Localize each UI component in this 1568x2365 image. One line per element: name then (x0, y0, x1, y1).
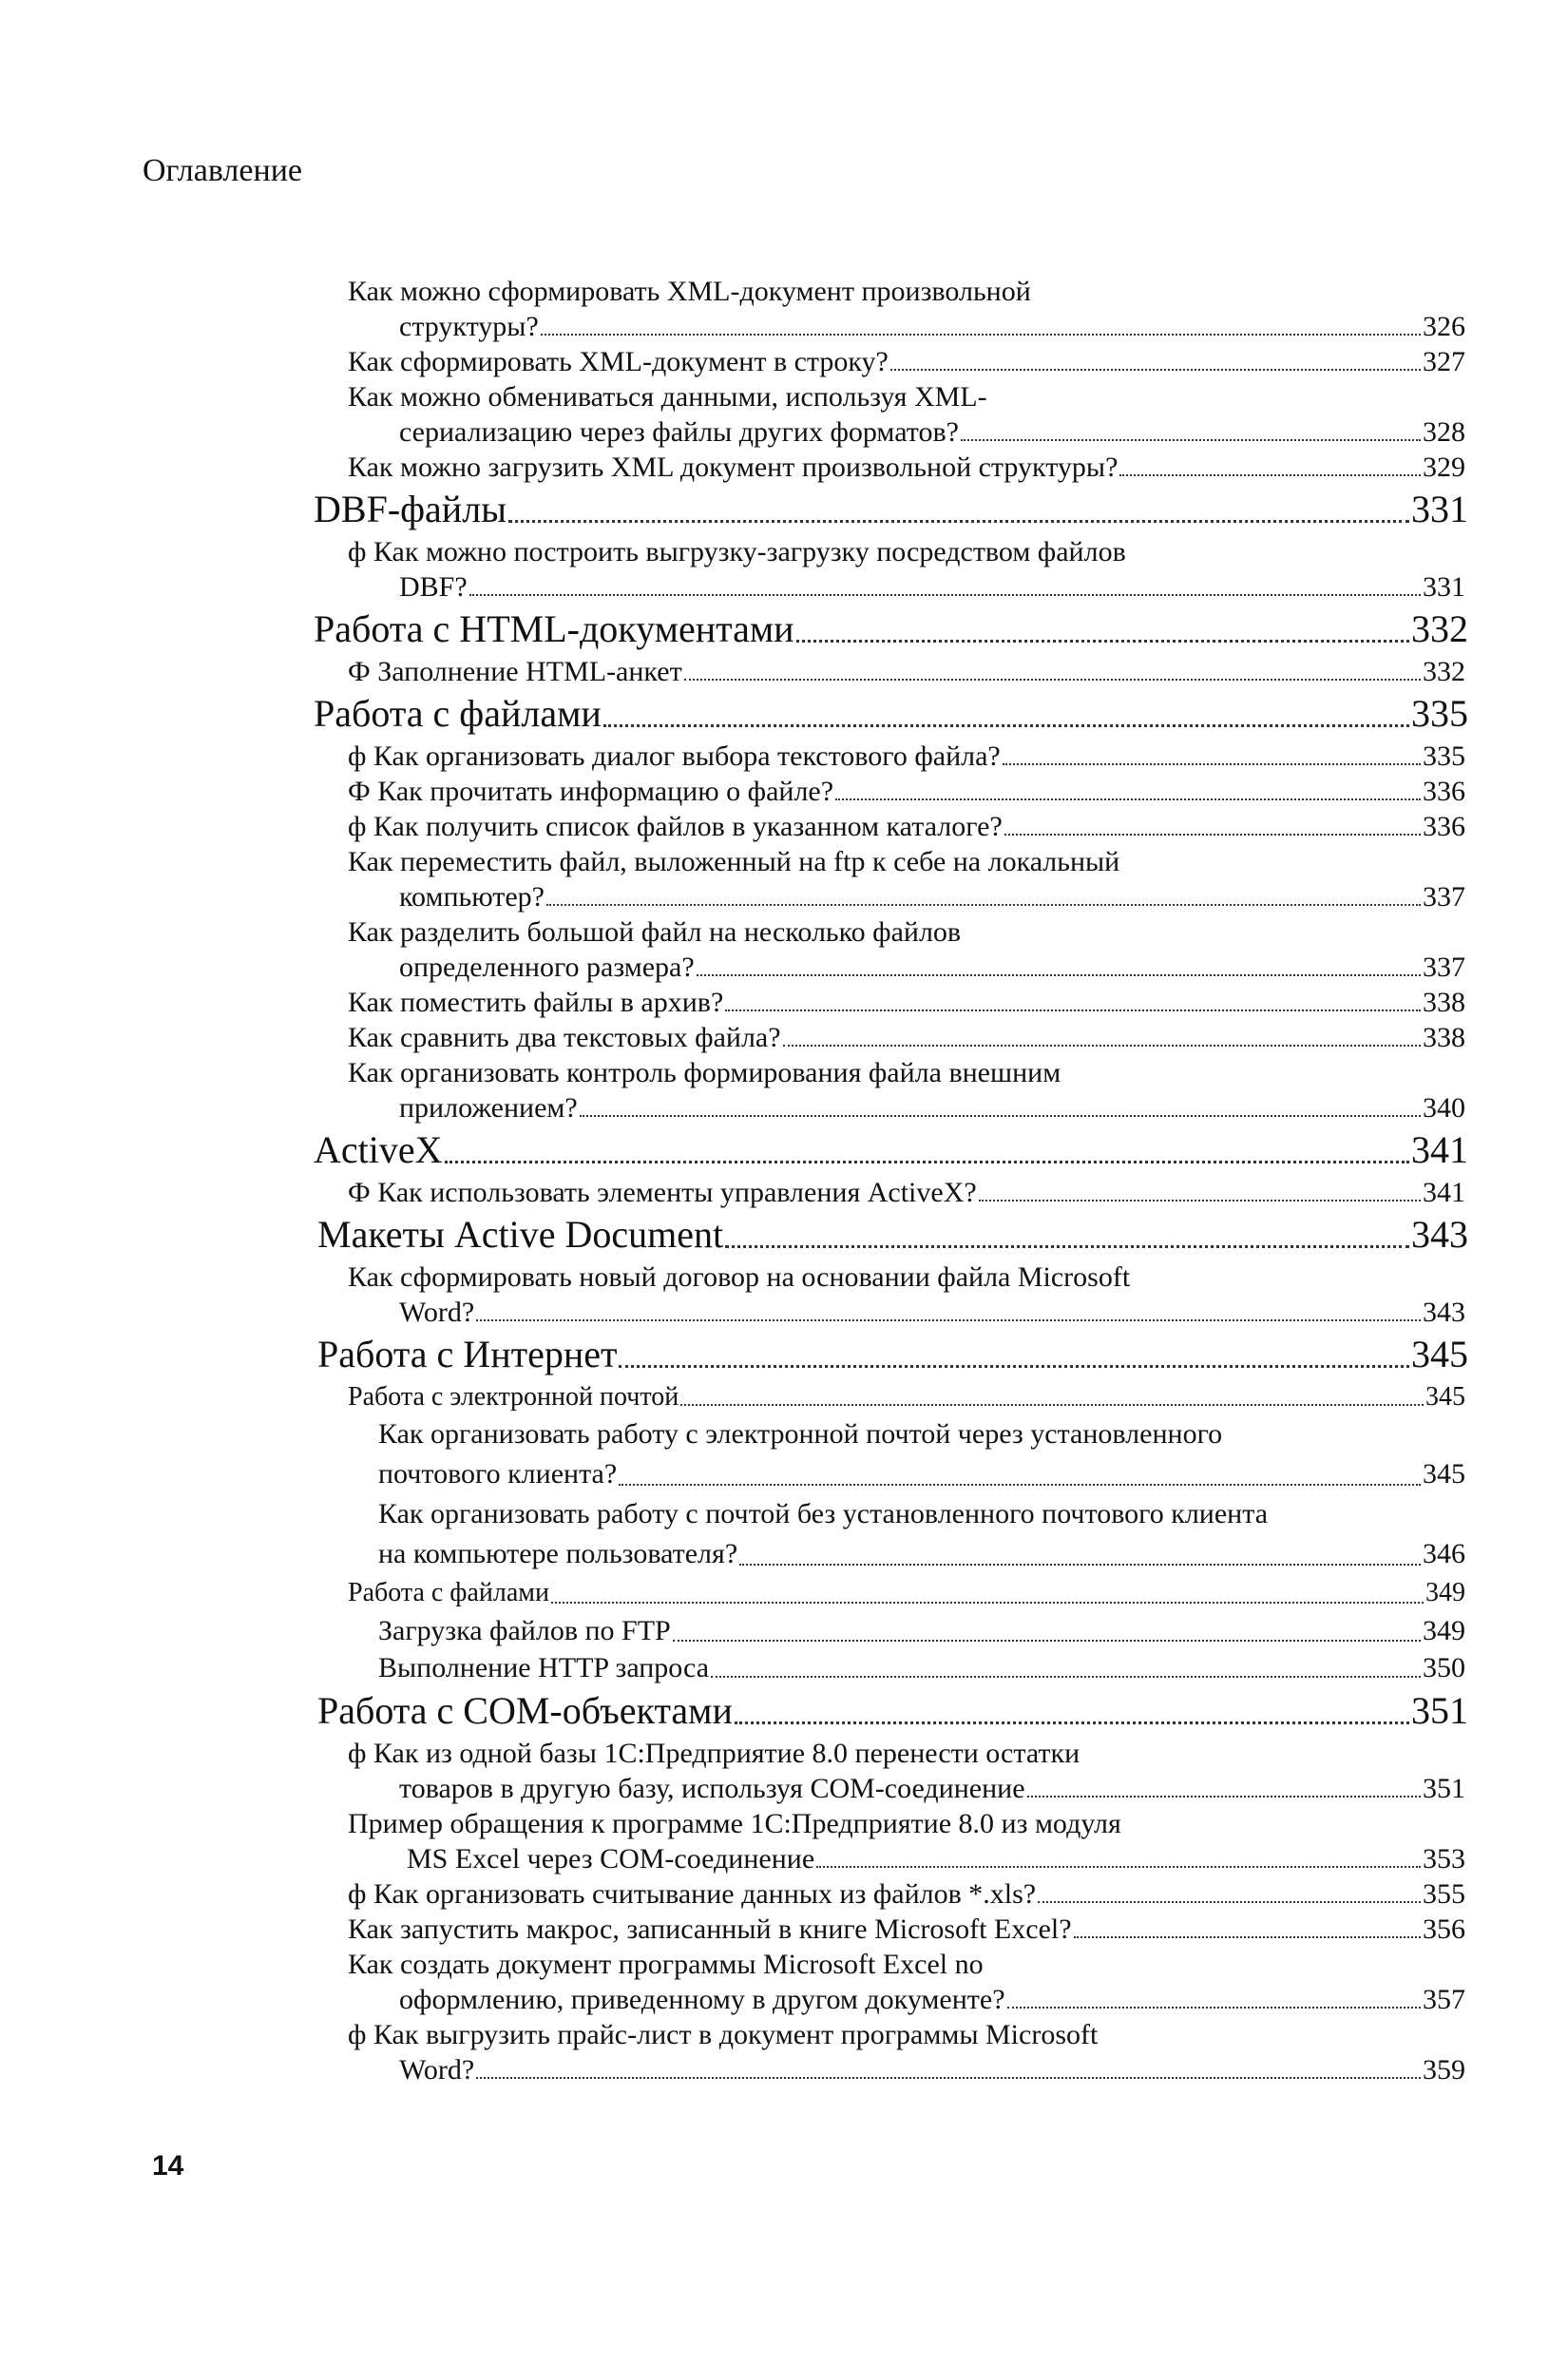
toc-entry-title: MS Excel через COM-соединение (407, 1843, 815, 1875)
toc-entry-title: Работа с файлами (348, 1578, 549, 1607)
leader-dots (1119, 474, 1421, 476)
toc-entry-title[interactable]: Как можно сформировать XML-документ произвольной (348, 276, 1031, 307)
toc-line (0, 2017, 1568, 2052)
toc-entry[interactable] (0, 1090, 1568, 1125)
toc-section-title: Работа с COM-объектами (317, 1689, 733, 1732)
toc-line (0, 379, 1568, 414)
toc-entry-title[interactable]: Как организовать контроль формирования файла внешним (348, 1057, 1061, 1088)
toc-page-number: 329 (1423, 452, 1465, 483)
toc-entry[interactable] (0, 774, 1568, 809)
leader-dots (725, 1245, 1409, 1248)
toc-line (0, 1494, 1568, 1534)
toc-entry[interactable] (0, 950, 1568, 985)
toc-page-number: 332 (1423, 656, 1465, 687)
leader-dots (673, 1640, 1421, 1642)
toc-section[interactable] (0, 1125, 1568, 1175)
toc-page-number: 345 (1425, 1382, 1465, 1412)
toc-page-number: 351 (1411, 1689, 1468, 1732)
toc-page-number: 338 (1423, 987, 1465, 1018)
toc-entry[interactable] (0, 1295, 1568, 1330)
toc-page-number: 343 (1423, 1297, 1465, 1328)
toc-line (0, 1736, 1568, 1771)
toc-entry[interactable] (0, 1841, 1568, 1876)
leader-dots (580, 1115, 1421, 1117)
leader-dots (1027, 1796, 1421, 1798)
leader-dots (546, 904, 1421, 906)
toc-entry-title[interactable]: Как создать документ программы Microsoft Excel no (348, 1949, 984, 1980)
toc-page-number: 349 (1423, 1615, 1465, 1646)
toc-entry-title: ф Как получить список файлов в указанном каталоге? (348, 811, 1003, 842)
toc-entry-title: оформлению, приведенному в другом документе? (399, 1984, 1005, 2015)
toc-section[interactable] (0, 485, 1568, 534)
toc-page-number: 343 (1411, 1213, 1468, 1256)
toc-entry-title: DBF? (399, 571, 468, 603)
toc-page-number: 336 (1423, 776, 1465, 807)
toc-page-number: 340 (1423, 1092, 1465, 1124)
toc-page-number: 355 (1423, 1878, 1465, 1910)
table-of-contents (0, 274, 1568, 2087)
toc-entry-title: Загрузка файлов по FTP (378, 1615, 671, 1646)
toc-entry[interactable] (0, 1020, 1568, 1055)
toc-entry[interactable] (0, 1175, 1568, 1210)
toc-entry[interactable] (0, 1771, 1568, 1806)
toc-entry-title: товаров в другую базу, используя COM-соединение (399, 1773, 1025, 1804)
toc-entry-title: определенного размера? (399, 952, 695, 983)
toc-entry[interactable] (0, 1650, 1568, 1686)
toc-entry[interactable] (0, 1379, 1568, 1414)
toc-entry[interactable] (0, 654, 1568, 689)
toc-line (0, 1055, 1568, 1090)
toc-entry-title: ф Как организовать считывание данных из файлов *.xls? (348, 1878, 1037, 1910)
leader-dots (541, 334, 1421, 336)
toc-entry[interactable] (0, 2052, 1568, 2087)
toc-entry-title: Ф Заполнение HTML-анкет (348, 656, 682, 687)
toc-entry-title[interactable]: Как организовать работу с почтой без установленного почтового клиента (378, 1498, 1269, 1529)
toc-page-number: 341 (1411, 1128, 1468, 1171)
leader-dots (697, 974, 1421, 976)
toc-page-number: 338 (1423, 1022, 1465, 1053)
toc-line (0, 1947, 1568, 1982)
leader-dots (783, 1045, 1421, 1047)
toc-entry[interactable] (0, 1912, 1568, 1947)
leader-dots (816, 1866, 1421, 1868)
toc-page-number: 353 (1423, 1843, 1465, 1875)
toc-entry[interactable] (0, 1876, 1568, 1912)
toc-entry-title: почтового клиента? (378, 1458, 618, 1490)
toc-entry[interactable] (0, 1534, 1568, 1574)
toc-section-title: Работа с Интернет (317, 1333, 618, 1375)
toc-section[interactable] (0, 1686, 1568, 1736)
leader-dots (1074, 1936, 1421, 1938)
toc-section-title: Работа с HTML-документами (314, 607, 794, 650)
toc-entry-title: Word? (399, 2054, 475, 2086)
toc-page-number: 326 (1423, 311, 1465, 342)
leader-dots (445, 1161, 1409, 1163)
toc-page-number: 349 (1425, 1578, 1465, 1607)
toc-entry-title: Word? (399, 1297, 475, 1328)
leader-dots (1007, 2007, 1421, 2009)
toc-entry-title: сериализацию через файлы других форматов? (399, 416, 959, 448)
leader-dots (551, 1602, 1424, 1604)
toc-page-number: 331 (1423, 571, 1465, 603)
toc-entry[interactable] (0, 985, 1568, 1020)
toc-entry-title: компьютер? (399, 881, 545, 913)
toc-entry-title: Ф Как прочитать информацию о файле? (348, 776, 834, 807)
leader-dots (476, 2077, 1421, 2079)
leader-dots (619, 1365, 1409, 1368)
leader-dots (1038, 1901, 1421, 1903)
toc-entry[interactable] (0, 344, 1568, 379)
toc-entry-title[interactable]: ф Как выгрузить прайс-лист в документ программы Microsoft (348, 2019, 1099, 2050)
toc-entry[interactable] (0, 739, 1568, 774)
leader-dots (739, 1564, 1421, 1566)
toc-section-title: ActiveX (314, 1128, 443, 1171)
toc-line (0, 534, 1568, 569)
toc-page-number: 335 (1411, 692, 1468, 735)
toc-entry-title[interactable]: Как можно обмениваться данными, используя XML- (348, 381, 987, 413)
toc-page-number: 357 (1423, 1984, 1465, 2015)
leader-dots (835, 798, 1421, 800)
toc-entry-title[interactable]: ф Как можно построить выгрузку-загрузку посредством файлов (348, 536, 1126, 567)
toc-entry[interactable] (0, 879, 1568, 914)
toc-entry-title[interactable]: ф Как из одной базы 1С:Предприятие 8.0 перенести остатки (348, 1738, 1080, 1769)
toc-line (0, 844, 1568, 879)
toc-entry-title[interactable]: Как сформировать новый договор на основании файла Microsoft (348, 1261, 1131, 1293)
toc-entry-title: Как сформировать XML-документ в строку? (348, 346, 889, 377)
leader-dots (979, 1200, 1421, 1202)
toc-page-number: 331 (1411, 488, 1468, 530)
toc-section[interactable] (0, 605, 1568, 654)
toc-section-title: DBF-файлы (314, 488, 507, 530)
leader-dots (961, 439, 1421, 441)
toc-entry-title: Работа с электронной почтой (348, 1382, 679, 1412)
toc-section[interactable] (0, 1210, 1568, 1259)
toc-entry-title: Выполнение HTTP запроса (378, 1652, 710, 1683)
leader-dots (711, 1676, 1421, 1678)
toc-entry[interactable] (0, 1574, 1568, 1612)
page-number: 14 (152, 2150, 184, 2182)
toc-entry[interactable] (0, 1454, 1568, 1494)
toc-line (0, 1806, 1568, 1841)
leader-dots (619, 1484, 1421, 1486)
leader-dots (796, 640, 1409, 643)
toc-page-number: 345 (1411, 1333, 1468, 1375)
toc-entry[interactable] (0, 309, 1568, 344)
toc-entry-title[interactable]: Как разделить большой файл на несколько файлов (348, 916, 962, 948)
toc-page-number: 337 (1423, 952, 1465, 983)
toc-entry-title[interactable]: Как переместить файл, выложенный на ftp к себе на локальный (348, 846, 1120, 877)
running-head: Оглавление (143, 153, 302, 188)
leader-dots (1004, 834, 1421, 836)
toc-line (0, 1259, 1568, 1295)
toc-entry[interactable] (0, 809, 1568, 844)
toc-entry-title: приложением? (399, 1092, 578, 1124)
toc-page-number: 356 (1423, 1913, 1465, 1945)
toc-entry-title: на компьютере пользователя? (378, 1538, 738, 1569)
leader-dots (684, 679, 1421, 681)
toc-line (0, 914, 1568, 950)
toc-entry-title: ф Как организовать диалог выбора текстового файла? (348, 740, 1001, 772)
toc-section-title: Макеты Active Document (317, 1213, 724, 1256)
toc-page-number: 336 (1423, 811, 1465, 842)
toc-entry-title: Как запустить макрос, записанный в книге Microsoft Excel? (348, 1913, 1072, 1945)
toc-entry[interactable] (0, 1982, 1568, 2017)
leader-dots (890, 369, 1421, 371)
toc-page-number: 332 (1411, 607, 1468, 650)
toc-page-number: 346 (1423, 1538, 1465, 1569)
toc-entry-title: структуры? (399, 311, 539, 342)
toc-entry-title: Как поместить файлы в архив? (348, 987, 724, 1018)
leader-dots (469, 594, 1421, 596)
toc-page-number: 335 (1423, 740, 1465, 772)
leader-dots (603, 724, 1409, 727)
toc-page-number: 327 (1423, 346, 1465, 377)
toc-entry[interactable] (0, 1612, 1568, 1650)
toc-page-number: 359 (1423, 2054, 1465, 2086)
toc-entry-title: Ф Как использовать элементы управления ActiveX? (348, 1177, 977, 1208)
leader-dots (476, 1319, 1421, 1321)
leader-dots (725, 1009, 1421, 1011)
leader-dots (1003, 763, 1421, 765)
toc-section[interactable] (0, 1330, 1568, 1379)
toc-page-number: 328 (1423, 416, 1465, 448)
toc-entry[interactable] (0, 450, 1568, 485)
toc-entry-title[interactable]: Как организовать работу с электронной почтой через установленного (378, 1418, 1223, 1450)
toc-entry[interactable] (0, 569, 1568, 605)
toc-entry[interactable] (0, 414, 1568, 450)
toc-section-title: Работа с файлами (314, 692, 602, 735)
toc-page-number: 341 (1423, 1177, 1465, 1208)
toc-entry-title: Как сравнить два текстовых файла? (348, 1022, 781, 1053)
toc-entry-title[interactable]: Пример обращения к программе 1С:Предприятие 8.0 из модуля (348, 1808, 1121, 1839)
toc-page-number: 350 (1423, 1652, 1465, 1683)
leader-dots (508, 520, 1409, 523)
toc-section[interactable] (0, 689, 1568, 739)
toc-entry-title: Как можно загрузить XML документ произвольной структуры? (348, 452, 1119, 483)
leader-dots (735, 1721, 1409, 1724)
leader-dots (680, 1404, 1424, 1406)
toc-line (0, 274, 1568, 309)
toc-line (0, 1414, 1568, 1454)
toc-page-number: 351 (1423, 1773, 1465, 1804)
toc-page-number: 345 (1423, 1458, 1465, 1490)
toc-page-number: 337 (1423, 881, 1465, 913)
